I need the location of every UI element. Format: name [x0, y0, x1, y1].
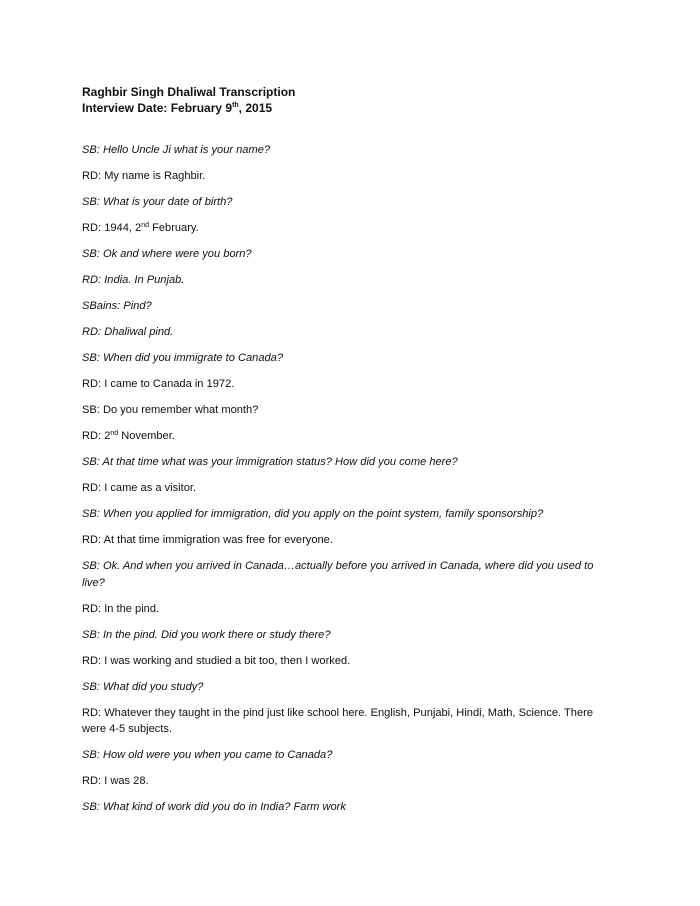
- transcript-line: [82, 350, 612, 367]
- transcript-line-text: SB: In the pind. Did you work there or study there?: [82, 628, 331, 641]
- transcript-line-text: SBains: Pind?: [82, 300, 152, 312]
- transcript-line: [82, 773, 612, 790]
- transcript-line-rest: November.: [118, 430, 175, 442]
- transcript-line: [82, 480, 612, 497]
- interview-date-label: Interview Date: February 9: [82, 101, 233, 115]
- interview-date-year: , 2015: [238, 101, 273, 115]
- transcript-line: [82, 428, 612, 445]
- transcript-line-text: RD: At that time immigration was free for everyone.: [82, 534, 333, 546]
- transcript-line-text: RD: I came to Canada in 1972.: [82, 378, 235, 390]
- transcript-line-text: RD: India. In Punjab.: [82, 274, 185, 286]
- transcript-line-text: RD: I came as a visitor.: [82, 482, 197, 494]
- transcript-line-text: SB: At that time what was your immigration status? How did you come here?: [82, 456, 458, 468]
- document-header: [82, 84, 602, 116]
- transcript-line-rest: February.: [149, 222, 199, 234]
- transcript-line: [82, 246, 612, 263]
- transcript-line-text: SB: Do you remember what month?: [82, 404, 259, 416]
- transcript-line-text: SB: What kind of work did you do in India? Farm work: [82, 801, 346, 813]
- transcript-line: [82, 532, 612, 549]
- transcript-line: [82, 142, 612, 159]
- transcript-line-text: RD: Dhaliwal pind.: [82, 326, 174, 338]
- transcript-line-text: RD: 1944, 2: [82, 222, 142, 234]
- transcript-line-text: RD: In the pind.: [82, 602, 160, 615]
- transcript-line-text: SB: How old were you when you came to Canada?: [82, 749, 333, 761]
- ordinal-suffix: nd: [110, 430, 119, 437]
- transcript-line: [82, 376, 612, 393]
- transcript-line: [82, 272, 612, 289]
- transcript-body: [82, 142, 612, 825]
- transcript-line-text: RD: My name is Raghbir.: [82, 170, 206, 182]
- transcript-line-text: SB: What did you study?: [82, 680, 204, 693]
- transcript-line: [82, 679, 612, 696]
- transcript-line: [82, 298, 612, 315]
- transcript-line: [82, 220, 612, 237]
- transcript-line-text: RD: I was working and studied a bit too, then I worked.: [82, 654, 351, 667]
- transcript-line: [82, 454, 612, 471]
- interview-date: [82, 100, 602, 116]
- transcript-line: [82, 627, 612, 644]
- transcript-line-text: SB: What is your date of birth?: [82, 196, 233, 208]
- transcript-line: [82, 601, 612, 618]
- transcript-line-text: RD: Whatever they taught in the pind just like school here. English, Punjabi, Hindi, Math, Science. There were 4-5 subjects.: [82, 706, 593, 735]
- transcript-line: [82, 168, 612, 185]
- transcript-line-text: SB: When you applied for immigration, did you apply on the point system, family sponsorship?: [82, 508, 544, 520]
- document-title: Raghbir Singh Dhaliwal Transcription: [82, 85, 296, 99]
- transcript-line-text: RD: I was 28.: [82, 775, 149, 787]
- transcript-line: [82, 194, 612, 211]
- transcript-line: [82, 506, 612, 523]
- transcript-line-text: SB: When did you immigrate to Canada?: [82, 352, 284, 364]
- transcript-line: [82, 799, 612, 816]
- transcript-line-text: SB: Hello Uncle Ji what is your name?: [82, 144, 271, 156]
- transcript-line-text: RD: 2: [82, 430, 111, 442]
- transcript-line-text: SB: Ok and where were you born?: [82, 248, 252, 260]
- transcript-line: [82, 705, 612, 738]
- transcript-line: [82, 747, 612, 764]
- transcript-line-text: SB: Ok. And when you arrived in Canada…actually before you arrived in Canada, where did you used to live?: [82, 560, 594, 589]
- transcript-line: [82, 324, 612, 341]
- transcript-line: [82, 653, 612, 670]
- ordinal-suffix: nd: [141, 222, 149, 229]
- transcript-line: [82, 402, 612, 419]
- interview-date-suffix: th: [232, 102, 239, 109]
- transcript-line: [82, 558, 612, 591]
